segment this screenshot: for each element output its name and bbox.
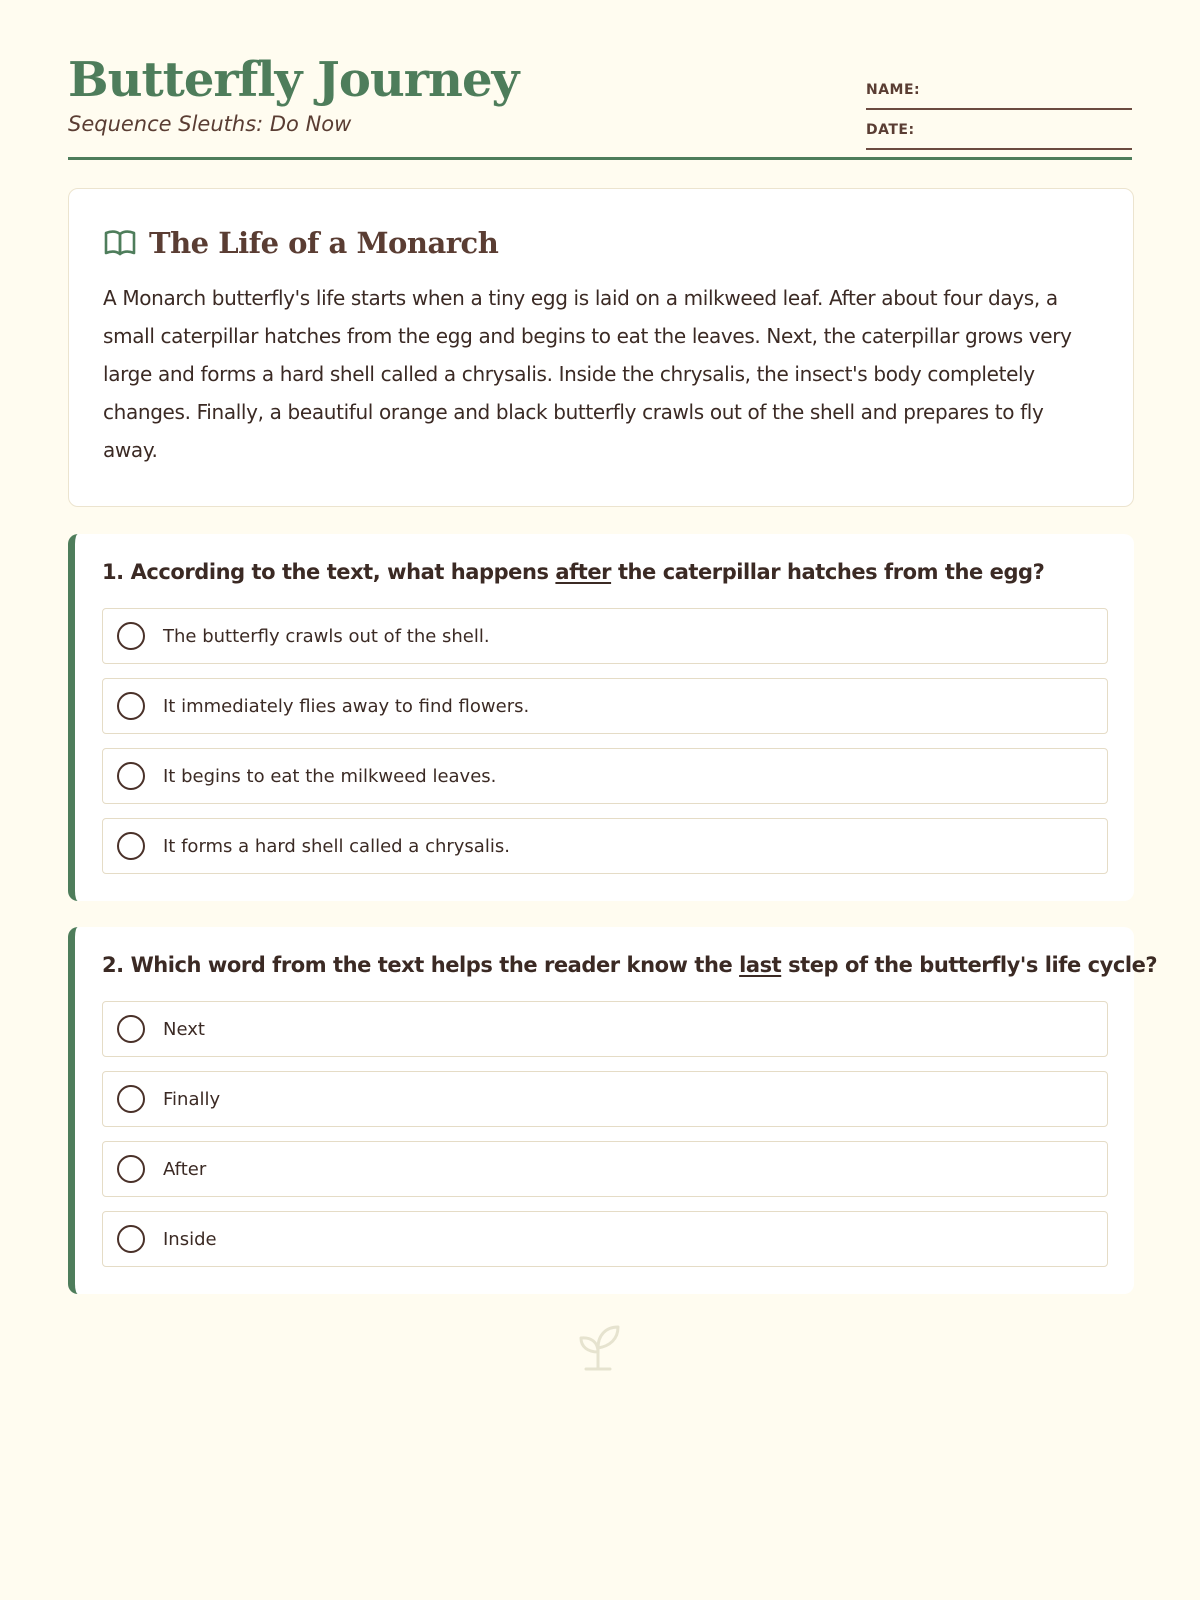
radio-button[interactable] bbox=[117, 1225, 145, 1253]
radio-button[interactable] bbox=[117, 1155, 145, 1183]
name-label: NAME: bbox=[866, 82, 921, 98]
sprout-icon bbox=[576, 1322, 624, 1372]
date-field[interactable] bbox=[866, 110, 1132, 150]
option-label: It forms a hard shell called a chrysalis. bbox=[163, 835, 510, 857]
option-label: Finally bbox=[163, 1088, 221, 1110]
option-label: After bbox=[163, 1158, 207, 1180]
page-subtitle: Sequence Sleuths: Do Now bbox=[68, 112, 352, 136]
question-card-1 bbox=[68, 534, 1134, 901]
question-text-before: According to the text, what happens bbox=[130, 560, 549, 584]
question-card-2 bbox=[68, 927, 1158, 1294]
question-emphasis: after bbox=[555, 560, 612, 584]
radio-button[interactable] bbox=[117, 622, 145, 650]
passage-header bbox=[103, 223, 1099, 263]
answer-option[interactable] bbox=[102, 748, 1108, 804]
question-text bbox=[102, 560, 1108, 594]
page-title: Butterfly Journey bbox=[68, 52, 519, 108]
answer-option[interactable] bbox=[102, 678, 1108, 734]
answer-option[interactable] bbox=[102, 1211, 1108, 1267]
radio-button[interactable] bbox=[117, 762, 145, 790]
radio-button[interactable] bbox=[117, 1015, 145, 1043]
question-number: 1. bbox=[102, 560, 124, 584]
passage-title: The Life of a Monarch bbox=[149, 226, 499, 260]
radio-button[interactable] bbox=[117, 1085, 145, 1113]
question-text-after: the caterpillar hatches from the egg? bbox=[617, 560, 1045, 584]
question-text-after: step of the butterfly's life cycle? bbox=[788, 953, 1158, 977]
date-label: DATE: bbox=[866, 122, 915, 138]
question-text bbox=[102, 953, 1158, 987]
option-label: The butterfly crawls out of the shell. bbox=[163, 625, 490, 647]
name-field[interactable] bbox=[866, 70, 1132, 110]
question-number: 2. bbox=[102, 953, 124, 977]
answer-option[interactable] bbox=[102, 1141, 1108, 1197]
question-text-before: Which word from the text helps the reader know the bbox=[130, 953, 733, 977]
option-label: Next bbox=[163, 1018, 205, 1040]
question-emphasis: last bbox=[739, 953, 782, 977]
answer-option[interactable] bbox=[102, 1071, 1108, 1127]
worksheet-header bbox=[68, 0, 1132, 160]
option-label: It begins to eat the milkweed leaves. bbox=[163, 765, 497, 787]
answer-option[interactable] bbox=[102, 1001, 1108, 1057]
option-label: Inside bbox=[163, 1228, 217, 1250]
student-info bbox=[866, 70, 1132, 150]
radio-button[interactable] bbox=[117, 692, 145, 720]
option-label: It immediately flies away to find flowers. bbox=[163, 695, 530, 717]
reading-passage-card bbox=[68, 188, 1134, 507]
passage-text: A Monarch butterfly's life starts when a tiny egg is laid on a milkweed leaf. After about four days, a small caterpillar hatches from the egg and begins to eat the leaves. Next, the caterpillar grows very large and forms a hard shell called a chrysalis. Inside the chrysalis, the insect's body completely changes. Finally, a beautiful orange and black butterfly crawls out of the shell and prepares to fly away. bbox=[103, 286, 1072, 462]
answer-option[interactable] bbox=[102, 818, 1108, 874]
radio-button[interactable] bbox=[117, 832, 145, 860]
open-book-icon bbox=[103, 228, 137, 258]
answer-option[interactable] bbox=[102, 608, 1108, 664]
